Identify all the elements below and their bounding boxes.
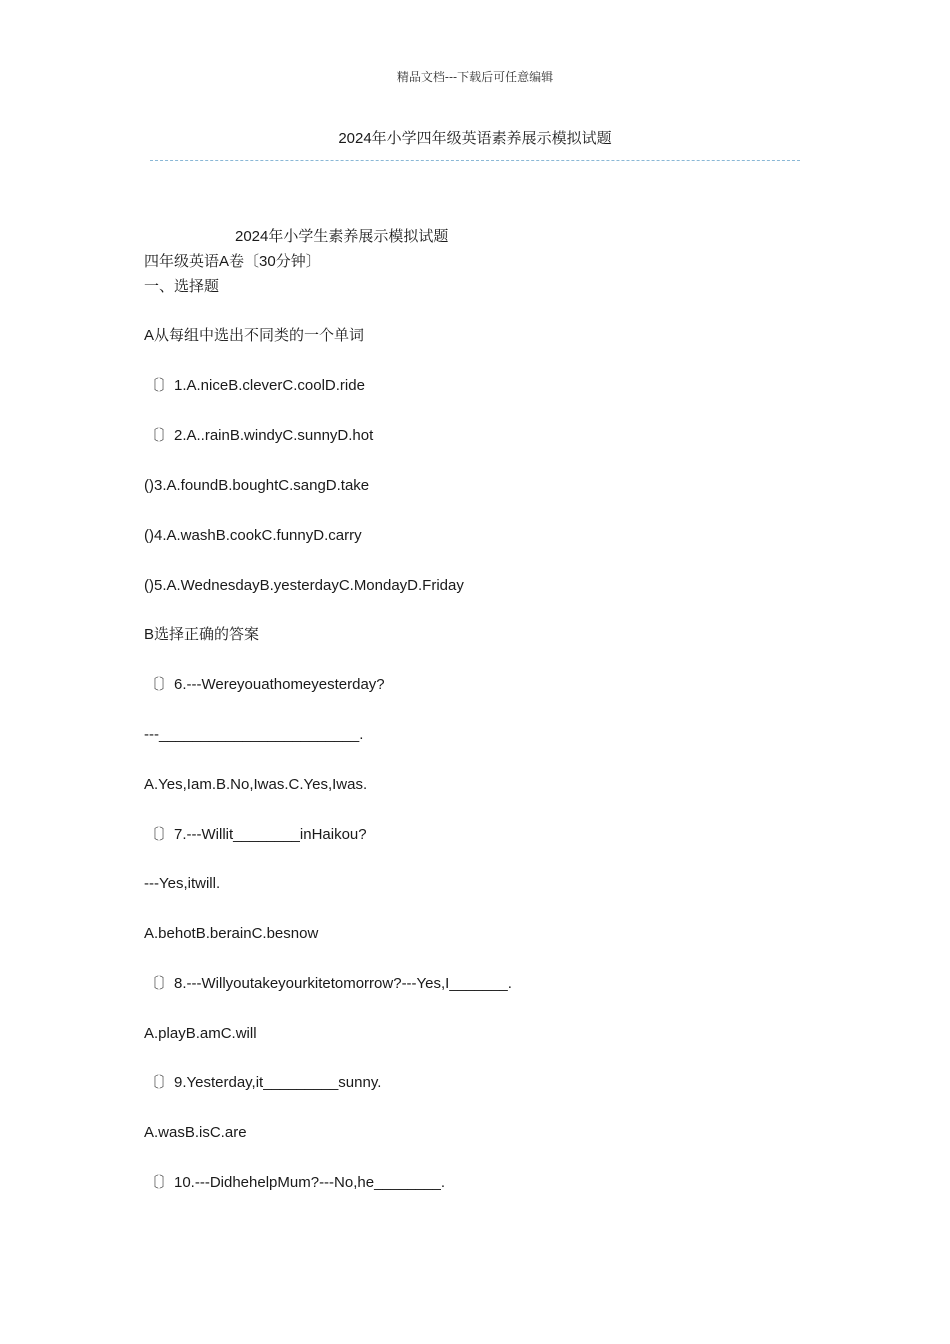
- part-a-heading: A从每组中选出不同类的一个单词: [144, 327, 365, 344]
- header-note: 精品文档---下载后可任意编辑: [396, 70, 554, 84]
- question-6-blank: ---________________________.: [144, 726, 364, 743]
- question-9: 〔〕9.Yesterday,it_________sunny.: [144, 1074, 382, 1091]
- question-2: 〔〕2.A..rainB.windyC.sunnyD.hot: [144, 427, 374, 444]
- dashed-divider: [150, 160, 800, 161]
- exam-title: 2024年小学生素养展示模拟试题: [235, 228, 449, 245]
- question-1: 〔〕1.A.niceB.cleverC.coolD.ride: [144, 377, 365, 394]
- question-5: ()5.A.WednesdayB.yesterdayC.MondayD.Friday: [144, 577, 464, 594]
- section-heading: 一、选择题: [144, 278, 220, 295]
- question-3: ()3.A.foundB.boughtC.sangD.take: [144, 477, 370, 494]
- question-6-options: A.Yes,Iam.B.No,Iwas.C.Yes,Iwas.: [144, 776, 368, 793]
- question-7-options: A.behotB.berainC.besnow: [144, 925, 319, 942]
- question-8-options: A.playB.amC.will: [144, 1025, 257, 1042]
- question-7: 〔〕7.---Willit________inHaikou?: [144, 826, 367, 843]
- doc-title: 2024年小学四年级英语素养展示模拟试题: [338, 130, 612, 147]
- question-10: 〔〕10.---DidhehelpMum?---No,he________.: [144, 1174, 445, 1191]
- question-7-reply: ---Yes,itwill.: [144, 875, 221, 892]
- question-8: 〔〕8.---Willyoutakeyourkitetomorrow?---Yes,I_______.: [144, 975, 512, 992]
- part-b-heading: B选择正确的答案: [144, 626, 260, 643]
- question-9-options: A.wasB.isC.are: [144, 1124, 247, 1141]
- exam-subtitle: 四年级英语A卷〔30分钟〕: [144, 253, 321, 270]
- question-6: 〔〕6.---Wereyouathomeyesterday?: [144, 676, 385, 693]
- question-4: ()4.A.washB.cookC.funnyD.carry: [144, 527, 362, 544]
